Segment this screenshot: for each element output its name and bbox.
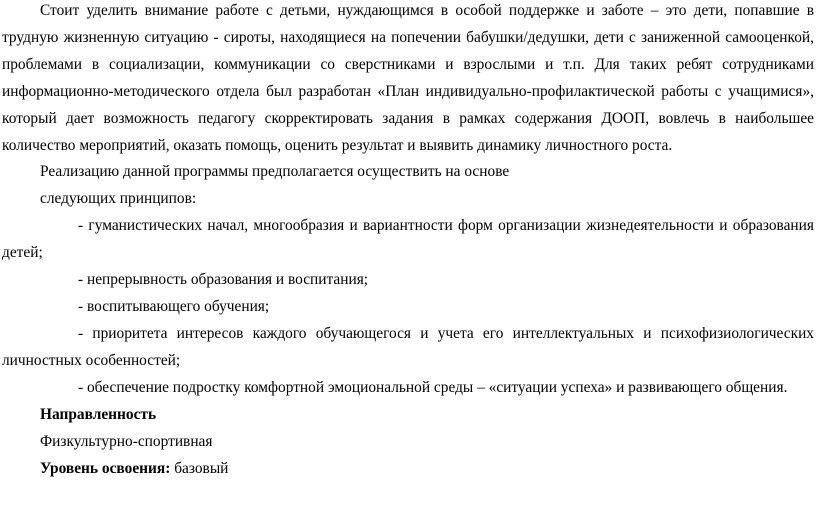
- level-line: [40, 455, 228, 482]
- level-label: Уровень освоения:: [40, 460, 171, 477]
- level-value: базовый: [170, 460, 229, 477]
- direction-heading-text: Направленность: [40, 406, 157, 423]
- principle-item-continuity: - непрерывность образования и воспитания;: [78, 271, 369, 288]
- principle-item-humanistic: - гуманистических начал, многообразия и вариантности форм организации жизнедеятельности и образования детей;: [2, 217, 814, 261]
- principle-item-educational-training: - воспитывающего обучения;: [78, 298, 270, 315]
- principle-item-comfortable-environment: - обеспечение подростку комфортной эмоциональной среды – «ситуации успеха» и развивающего общения.: [78, 379, 788, 396]
- direction-heading: [40, 401, 156, 428]
- implementation-intro-line2: следующих принципов:: [40, 190, 197, 207]
- principle-item-priority-interests: - приоритета интересов каждого обучающегося и учета его интеллектуальных и психофизиологических личностных особенностей;: [2, 325, 814, 369]
- implementation-intro-line1: Реализацию данной программы предполагается осуществить на основе: [40, 163, 510, 180]
- intro-paragraph: Стоит уделить внимание работе с детьми, нуждающимся в особой поддержке и заботе – это дети, попавшие в трудную жизненную ситуацию - сироты, находящиеся на попечении бабушки/дедушки, дети с заниженной самооценкой, проблемами в социализации, коммуникации со сверстниками и взрослыми и т.п. Для таких ребят сотрудниками информационно-методического отдела был разработан «План индивидуально-профилактической работы с учащимися», который дает возможность педагогу скорректировать задания в рамках содержания ДООП, вовлечь в наибольшее количество мероприятий, оказать помощь, оценить результат и выявить динамику личностного роста.: [2, 2, 814, 154]
- direction-value: Физкультурно-спортивная: [40, 433, 213, 450]
